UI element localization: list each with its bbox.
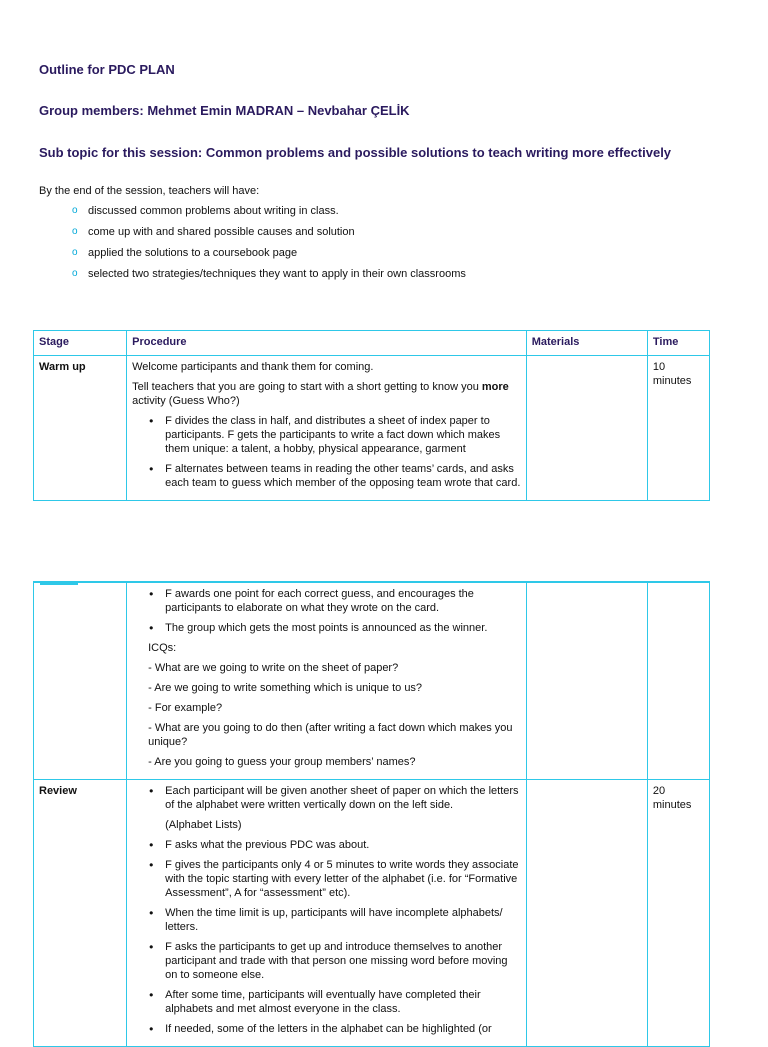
- icq-item: - Are we going to write something which is unique to us?: [148, 682, 423, 694]
- header-procedure: Procedure: [127, 331, 527, 356]
- circle-bullet-icon: o: [72, 226, 78, 237]
- icq-label: ICQs:: [148, 642, 177, 654]
- header-materials: Materials: [526, 331, 647, 356]
- stage-cell: Review: [34, 780, 127, 1047]
- table-row: [34, 582, 710, 780]
- table-header-row: [34, 331, 710, 356]
- time-cell: [647, 582, 709, 780]
- outline-title: Outline for PDC PLAN: [39, 62, 175, 77]
- icq-item: - For example?: [148, 702, 223, 714]
- list-item: • F asks the participants to get up and introduce themselves to another participant and trade with that person one missing word before moving on to someone else.: [165, 940, 521, 982]
- procedure-cell: Welcome participants and thank them for coming. Tell teachers that you are going to start with a short getting to know you more activity (Guess Who?) • F divides the class in half, and distributes a sheet of index paper to participants. F gets the participants to write a fact down which makes them unique: a talent, a hobby, physical appearance, garment • F alternates between teams in reading the other teams’ cards, and asks each team to guess which member of the opposing team wrote that card.: [127, 356, 527, 501]
- circle-bullet-icon: o: [72, 268, 78, 279]
- list-item: • F awards one point for each correct guess, and encourages the participants to elaborate on what they wrote on the card.: [165, 587, 521, 615]
- icq-item: - Are you going to guess your group members’ names?: [148, 756, 416, 768]
- lesson-plan-table: [33, 330, 710, 501]
- objectives-list: [72, 205, 466, 289]
- list-item: • Each participant will be given another sheet of paper on which the letters of the alphabet were written vertically down on the left side. (Alphabet Lists): [165, 784, 521, 832]
- header-time: Time: [647, 331, 709, 356]
- materials-cell: [526, 582, 647, 780]
- icq-item: - What are we going to write on the sheet of paper?: [148, 662, 399, 674]
- time-cell: 20 minutes: [647, 780, 709, 1047]
- list-item: • If needed, some of the letters in the alphabet can be highlighted (or: [165, 1022, 521, 1036]
- objectives-intro: By the end of the session, teachers will have:: [39, 185, 260, 197]
- table-row: [34, 356, 710, 501]
- list-item: • F gives the participants only 4 or 5 minutes to write words they associate with the topic starting with every letter of the alphabet (i.e. for “Formative Assessment”, A for “assessment” etc).: [165, 858, 521, 900]
- stage-cell: [34, 582, 127, 780]
- circle-bullet-icon: o: [72, 247, 78, 258]
- subtopic-heading: Sub topic for this session: Common problems and possible solutions to teach writing more effectively: [39, 145, 672, 160]
- materials-cell: [526, 780, 647, 1047]
- group-members: Group members: Mehmet Emin MADRAN – Nevbahar ÇELİK: [39, 103, 410, 118]
- stage-cell: Warm up: [34, 356, 127, 501]
- list-item: • F divides the class in half, and distributes a sheet of index paper to participants. F gets the participants to write a fact down which makes them unique: a talent, a hobby, physical appearance, garment: [165, 414, 521, 456]
- list-item: • When the time limit is up, participants will have incomplete alphabets/ letters.: [165, 906, 521, 934]
- objective-item: o selected two strategies/techniques they want to apply in their own classrooms: [72, 268, 466, 280]
- list-item: • F asks what the previous PDC was about.: [165, 838, 521, 852]
- list-item: • F alternates between teams in reading the other teams’ cards, and asks each team to guess which member of the opposing team wrote that card.: [165, 462, 521, 490]
- objective-item: o discussed common problems about writing in class.: [72, 205, 339, 217]
- circle-bullet-icon: o: [72, 205, 78, 216]
- objective-item: o come up with and shared possible causes and solution: [72, 226, 355, 238]
- time-cell: 10 minutes: [647, 356, 709, 501]
- list-item: • The group which gets the most points is announced as the winner.: [165, 621, 521, 635]
- objective-item: o applied the solutions to a coursebook page: [72, 247, 298, 259]
- header-stage: Stage: [34, 331, 127, 356]
- materials-cell: [526, 356, 647, 501]
- lesson-plan-table-continued: [33, 581, 710, 1047]
- procedure-cell: [127, 582, 527, 780]
- table-row: [34, 780, 710, 1047]
- icq-item: - What are you going to do then (after writing a fact down which makes you unique?: [148, 722, 513, 748]
- procedure-cell: [127, 780, 527, 1047]
- list-item: • After some time, participants will eventually have completed their alphabets and met almost everyone in the class.: [165, 988, 521, 1016]
